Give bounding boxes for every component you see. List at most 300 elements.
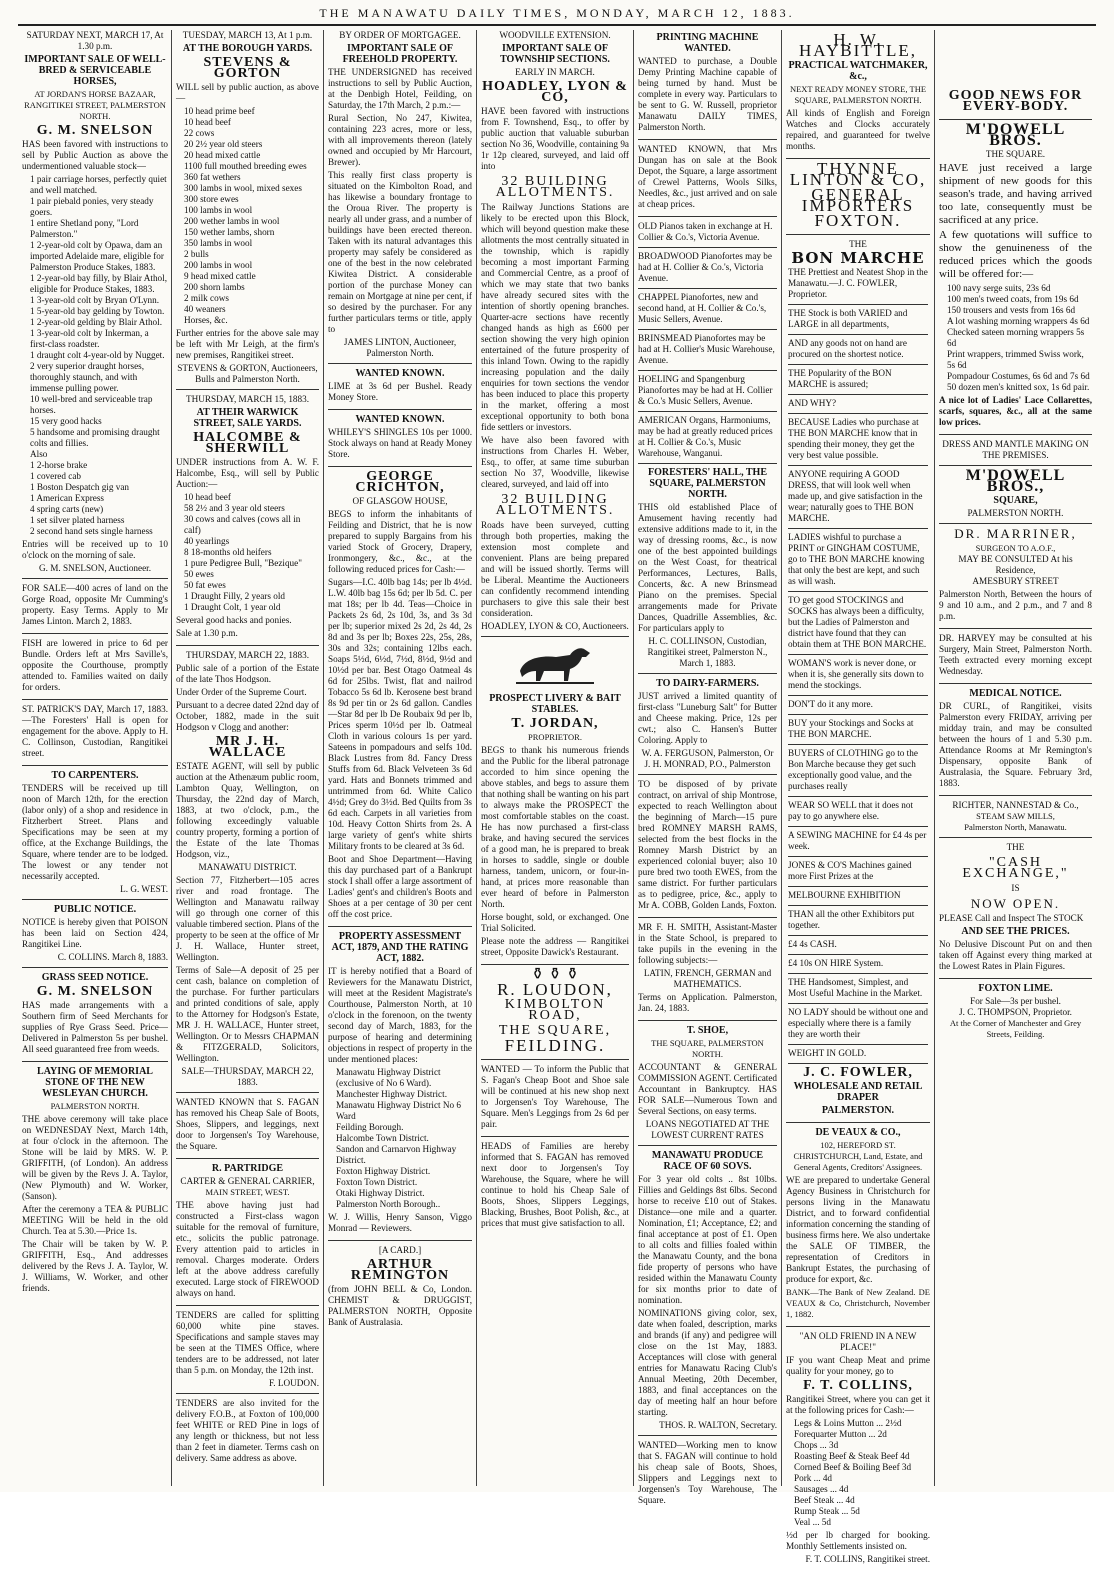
list-item: Roasting Beef & Steak Beef 4d bbox=[794, 1451, 910, 1461]
small-ad: HOELING and Spangenburg Pianofortes may be had at H. Collier & Co.'s Music Sellers, Avenue. bbox=[638, 374, 777, 412]
list-item: Sandon and Carnarvon Highway District. bbox=[336, 1144, 457, 1165]
ad-time: Sale at 1.30 p.m. bbox=[176, 628, 238, 638]
small-ad: OLD Pianos taken in exchange at H. Collier & Co.'s, Victoria Avenue. bbox=[638, 221, 777, 248]
small-ad: CHAPPEL Pianofortes, new and second hand, at H. Collier & Co.'s, Music Sellers, Avenue. bbox=[638, 292, 777, 330]
ad-name: G. M. SNELSON bbox=[36, 984, 154, 999]
list-item: 1 American Express bbox=[30, 493, 104, 503]
ad-addr: 102, HEREFORD ST. CHRISTCHURCH, Land, Estate, and General Agents, Creditors' Assignees. bbox=[793, 1140, 923, 1172]
list-item: 2 milk cows bbox=[184, 293, 229, 303]
lime-ad bbox=[328, 368, 472, 410]
mdowell-ad bbox=[939, 121, 1092, 435]
assessment-act-ad bbox=[328, 931, 472, 1241]
list-item: Veal ... 5d bbox=[794, 1517, 831, 1527]
list-item: A lot washing morning wrappers 4s 6d bbox=[947, 316, 1090, 326]
ad-body: BEGS to thank his numerous friends and the Public for the liberal patronage accorded to him since opening the above stables, and begs to assure them that nothing shall be wanting on his part to always make the PROSPECT the most comfortable stables on the coast. He has now purchased a first-class brake, and having secured the services of a good man, he is prepared to break in horses to saddle, single or double harness, tandem, unicorn, or four-in-hand, at prices more reasonable than ever heard of before in Palmerston North. bbox=[481, 745, 629, 909]
stock-list bbox=[176, 106, 319, 326]
ad-signature: L. G. WEST. bbox=[120, 884, 168, 894]
bon-marche-items bbox=[786, 267, 930, 1064]
ad-intro: Pursuant to a decree dated 22nd day of October, 1882, made in the suit Hodgson v Clogg and another: bbox=[176, 700, 319, 732]
list-item: Otaki Highway District. bbox=[336, 1188, 425, 1198]
ad-see: AND SEE THE PRICES. bbox=[961, 926, 1070, 937]
list-item: 30 cows and calves (cows all in calf) bbox=[184, 514, 301, 535]
chemist-name: ARTHUR REMINGTON bbox=[350, 1257, 450, 1283]
ad-body: For Sale—3s per bushel. bbox=[970, 996, 1061, 1006]
ad-signature: W. A. FERGUSON, Palmerston, Or J. H. MONRAD, P.O., Palmerston bbox=[641, 748, 774, 769]
livery-stables-ad bbox=[481, 641, 629, 965]
ad-loans: LOANS NEGOTIATED AT THE LOWEST CURRENT RATES bbox=[645, 1119, 770, 1140]
ad-more: ½d per lb charged for booking. Monthly Settlements insisted on. bbox=[786, 1530, 930, 1551]
agent-name: MR J. H. WALLACE bbox=[208, 734, 287, 760]
ad-title: MEDICAL NOTICE. bbox=[969, 688, 1062, 699]
ad-terms: Terms on Application. Palmerston, Jan. 24, 1883. bbox=[638, 992, 777, 1013]
ad-place: Palmerston North, Manawatu. bbox=[964, 822, 1067, 832]
ad-the: THE bbox=[1006, 842, 1025, 852]
list-item: 100 navy serge suits, 23s 6d bbox=[947, 283, 1051, 293]
ad-title: WANTED KNOWN. bbox=[355, 368, 445, 379]
ad-chair: The Chair will be taken by W. P. GRIFFITH, Esq., And addresses delivered by the Revs J. A. Taylor, W. J. Williams, W. Worker, and other friends. bbox=[22, 1239, 168, 1293]
ad-body: THE UNDERSIGNED has received instructions to sell by Public Auction, at the Denbigh Hotel, Feilding, on Saturday, the 17th March, 2 p.m.:— bbox=[328, 67, 472, 110]
list-item: 360 fat wethers bbox=[184, 172, 241, 182]
small-ad: TO get good STOCKINGS and SOCKS has always been a difficulty, but the Ladies of Palmerston and district have found that they can obtain them at THE BON MARCHE. bbox=[788, 595, 928, 655]
bon-marche-ad bbox=[786, 239, 930, 1123]
ad-body: LIME at 3s 6d per Bushel. Ready Money Store. bbox=[328, 381, 472, 402]
small-ad: LADIES wishful to purchase a PRINT or GINGHAM COSTUME, go to THE BON MARCHE knowing that only the best are kept, and such as will wash. bbox=[788, 532, 928, 592]
small-ad: THAN all the other Exhibitors put together. bbox=[788, 909, 928, 936]
list-item: 8 18-months old heifers bbox=[184, 547, 272, 557]
mortgagee-sale-ad bbox=[328, 30, 472, 364]
ad-body: For 3 year old colts .. 8st 10lbs. Fillies and Geldings 8st 6lbs. Second horse to receive £10 out of Stakes. Distance—one mile and a quarter. Nomination, £1; Acceptance, £2; and final acceptance at post of £1. Open to all colts and fillies foaled within the Manawatu County, and the bona fide property of persons who have resided within the Manawatu County for six months prior to date of nomination. bbox=[638, 1174, 777, 1305]
ad-place: AT THEIR WARWICK STREET, SALE YARDS. bbox=[193, 407, 302, 429]
fagan-working-men-ad bbox=[638, 1440, 777, 1512]
list-item: 1 5-year-old bay gelding by Towton. bbox=[30, 306, 165, 316]
ad-body: WE are prepared to undertake General Agency Business in Christchurch for persons living in the Manawatu District, and to forward confidential information concerning the standing of business firms here. We also undertake the SALE OF TIMBER, the representation of Creditors in Bankrupt Estates, the purchasing of produce for export, &c. bbox=[786, 1175, 930, 1284]
ad-sub: OF GLASGOW HOUSE, bbox=[352, 496, 448, 506]
column-6 bbox=[784, 30, 932, 1564]
ad-place: PALMERSTON NORTH. bbox=[967, 508, 1064, 518]
ad-title: FOXTON LIME. bbox=[978, 983, 1053, 994]
tuition-ad bbox=[638, 922, 777, 1021]
ad-title: WANTED KNOWN. bbox=[355, 414, 445, 425]
stock-list bbox=[22, 174, 168, 537]
small-ad: DON'T do it any more. bbox=[788, 699, 928, 715]
woodville-ad bbox=[481, 30, 629, 637]
ad-body: WANTED KNOWN that S. FAGAN has removed his Cheap Sale of Boots, Shoes, Slippers, and leggings, next door to Jorgensen's Toy Warehouse, the Square. bbox=[176, 1097, 319, 1151]
ad-body: PLEASE Call and Inspect The STOCK bbox=[939, 913, 1084, 923]
ad-title: PUBLIC NOTICE. bbox=[53, 904, 137, 915]
loudon-ad bbox=[481, 966, 629, 1060]
ad-title: PROPERTY ASSESSMENT ACT, 1879, AND THE RATING ACT, 1882. bbox=[331, 931, 469, 964]
ad-title: PROSPECT LIVERY & BAIT STABLES. bbox=[489, 693, 621, 715]
list-item: 20 head mixed cattle bbox=[184, 150, 261, 160]
small-ad: MELBOURNE EXHIBITION bbox=[788, 890, 928, 906]
printing-machine-ad bbox=[638, 32, 777, 140]
ad-intro: HAS been favored with instructions to sell by Public Auction as above the undermentioned valuable stock— bbox=[22, 139, 168, 171]
draper-place: PALMERSTON. bbox=[821, 1105, 895, 1116]
small-ad: WOMAN'S work is never done, or when it is, she generally sits down to mend the stockings. bbox=[788, 658, 928, 696]
ad-title: GOOD NEWS FOR EVERY-BODY. bbox=[948, 88, 1083, 114]
column-5 bbox=[636, 30, 779, 1505]
column-rule bbox=[171, 30, 172, 1486]
ad-bank: BANK—The Bank of New Zealand. DE VEAUX & Co, Christchurch, November 1, 1882. bbox=[786, 1287, 930, 1319]
ad-more: Several good hacks and ponies. bbox=[176, 615, 292, 625]
list-item: 2 very superior draught horses, thoroughly staunch, and with immense pulling power. bbox=[30, 361, 145, 393]
merchant-name: GEORGE CRICHTON, bbox=[355, 469, 445, 495]
ad-signature: STEVENS & GORTON, Auctioneers, Bulls and Palmerston North. bbox=[177, 363, 318, 384]
ad-signature: W. J. Willis, Henry Sanson, Viggo Monrad — Reviewers. bbox=[328, 1212, 472, 1233]
ad-title: IMPORTANT SALE OF TOWNSHIP SECTIONS. bbox=[500, 43, 610, 65]
ad-prop: PROPRIETOR. bbox=[528, 732, 582, 742]
small-ad: WEIGHT IN GOLD. bbox=[788, 1048, 928, 1064]
list-item: 200 wether lambs in wool bbox=[184, 216, 280, 226]
ad-desc-2: Roads have been surveyed, cutting through both properties, making the extension most complete and convenient. Plans are being prepared and will be issued shortly. Terms will be Liberal. Meantime the Auctioneers can confidently recommend intending purchasers to give this sale their best consideration. bbox=[481, 520, 629, 618]
ad-addr: At the Corner of Manchester and Grey Streets, Feilding. bbox=[949, 1018, 1082, 1039]
ad-desc: This really first class property is situated on the Kimbolton Road, and has likewise a boundary frontage to the Oroua River. The property is nearly all under grass, and a number of buildings have been erected thereon. Taken with its natural advantages this property may safely be considered as one of the best in the now celebrated Kiwitea District. A considerable portion of the purchase Money can remain on Mortgage at nine per cent, if so desired by the purchaser. For any further particulars terms or title, apply to bbox=[328, 170, 472, 334]
ad-addr: THE SQUARE, PALMERSTON NORTH. bbox=[651, 1038, 764, 1059]
small-ad: AND any goods not on hand are procured on the shortest notice. bbox=[788, 338, 928, 365]
st-patricks-ad bbox=[22, 704, 168, 766]
list-item: Pork ... 4d bbox=[794, 1473, 833, 1483]
pine-tender-ad bbox=[176, 1398, 319, 1470]
small-ad: A SEWING MACHINE for £4 4s per week. bbox=[788, 830, 928, 857]
ad-signature: C. COLLINS. March 8, 1883. bbox=[57, 952, 168, 962]
grass-seed-ad bbox=[22, 972, 168, 1062]
ad-place: PALMERSTON NORTH. bbox=[50, 1101, 140, 1111]
ad-body: WANTED — To inform the Public that S. Fagan's Cheap Boot and Shoe sale will be continued at his new shop next to Jorgensen's Toy Warehouse, The Square. Men's Leggings from 2s 6d per pair. bbox=[481, 1064, 629, 1129]
column-rule bbox=[476, 30, 477, 1486]
ad-body: DR CURL, of Rangitikei, visits Palmerston every FRIDAY, arriving per midday train, and may be consulted between the hours of 1 and 5.30 p.m. Attendance Rooms at Mr Remington's Dispensary, opposite Bank of Australasia, the Square. February 3rd, 1883. bbox=[939, 701, 1092, 788]
list-item: 1 Boston Despatch gig van bbox=[30, 482, 130, 492]
ad-sub: SURGEON TO A.O.F., bbox=[975, 543, 1056, 553]
list-item: Checked sateen morning wrappers 5s 6d bbox=[947, 327, 1085, 348]
marriner-ad bbox=[939, 528, 1092, 629]
small-ad: JONES & CO'S Machines gained more First Prizes at the bbox=[788, 860, 928, 887]
ad-head: [A CARD.] bbox=[378, 1245, 422, 1255]
ad-place: FOXTON. bbox=[814, 211, 902, 230]
top-rule bbox=[18, 24, 1096, 26]
ad-body: DR. HARVEY may be consulted at his Surgery, Main Street, Palmerston North. Teeth extracted every morning except Wednesday. bbox=[939, 633, 1092, 676]
ad-rural: Rural Section, No 247, Kiwitea, containing 223 acres, more or less, with all improvements thereon (lately owned and occupied by Mr Harcourt, Brewer). bbox=[328, 113, 472, 167]
ad-tea: After the ceremony a TEA & PUBLIC MEETING Will be held in the old Church. Tea at 5.30.—Price 1s. bbox=[22, 1204, 168, 1236]
warwick-street-ad bbox=[176, 394, 319, 646]
list-item: 150 trousers and vests from 16s 6d bbox=[947, 305, 1076, 315]
list-item: 1 3-year-old colt by Bryan O'Lynn. bbox=[30, 295, 160, 305]
ad-date: SATURDAY NEXT, MARCH 17, At 1.30 p.m. bbox=[26, 30, 164, 51]
list-item: Forequarter Mutton ... 2d bbox=[794, 1429, 887, 1439]
ad-name: R. PARTRIDGE bbox=[211, 1163, 284, 1174]
ad-addr: Please note the address — Rangitikei street, Opposite Dawick's Restaurant. bbox=[481, 936, 629, 957]
importer-name: THYNNE LINTON & CO, bbox=[789, 159, 927, 189]
ad-body: HAS made arrangements with a Southern firm of Seed Merchants for supplies of Rye Grass Seed. Price—Delivered in Palmerston 5s per bushel. All seed guaranteed free from weeds. bbox=[22, 1000, 168, 1054]
thynne-linton-ad bbox=[786, 159, 930, 235]
ad-signature: F. LOUDON. bbox=[268, 1378, 319, 1388]
ad-body: FISH are lowered in price to 6d per Bundle. Orders left at Mrs Saville's, opposite the Courthouse, promptly attended to. Families waited on daily for orders. bbox=[22, 638, 168, 692]
list-item: 9 head mixed cattle bbox=[184, 271, 256, 281]
ad-title: FORESTERS' HALL, THE SQUARE, PALMERSTON NORTH. bbox=[647, 467, 768, 500]
list-item: 58 2½ and 3 year old steers bbox=[184, 503, 285, 513]
foresters-hall-ad bbox=[638, 467, 777, 674]
column-rule bbox=[781, 30, 782, 1486]
ad-body: HEADS of Families are hereby informed that S. FAGAN has removed next door to Jorgensen's Toy Warehouse, the Square, where he will continue to hold his Cheap Sale of Boots, Shoes, Slippers Leggings, Blacking, Brushes, Boot Polish, &c., at prices that must give satisfaction to all. bbox=[481, 1141, 629, 1228]
ad-title: IMPORTANT SALE OF WELL-BRED & SERVICEABLE HORSES, bbox=[24, 54, 166, 87]
places-list bbox=[328, 1067, 472, 1210]
ad-title: TO CARPENTERS. bbox=[51, 770, 139, 781]
ad-addr-3: FEILDING. bbox=[504, 1036, 606, 1055]
ad-body: TENDERS will be received up till noon of March 12th, for the erection (labor only) of a shop and residence in Fitzherbert Street. Plans and Specifications may be seen at my office, at the Exchange Buildings, the Square, where tender are to be lodged. The lowest or any tender not necessarily accepted. bbox=[22, 783, 168, 881]
ad-addr-2: THE SQUARE, bbox=[498, 1023, 612, 1038]
list-item: Corned Beef & Boiling Beef 3d bbox=[794, 1462, 912, 1472]
ad-prices: Sugars—I.C. 40lb bag 14s; per lb 4½d. L.W. 40lb bag 15s 6d; per lb 5d. C. per mat 18s; per lb 4d. Teas—Choice in Packets 2s 6d, 2s 10d, 3s, and 3s 3d per lb; superior mixed 2s 2d, 2s 4d, 2s 8d and 3s per lb; Boxes 22s, 25s, 28s, 30s and 32s; containing 12lbs each. Soaps 5½d, 6½d, 7½d, 8½d, 9½d and 10½d per bar. Best Otago Oatmeal 4s 6d for 25lbs. Twist, flat and nailrod Tobacco 5s 6d lb. Kerosene best brand 8s 9d per tin or 2s 6d gallon. Candles—Star 8d per lb De Roubaix 9d per lb, Prices sperm 10½d per lb. Oatmeal Cloth in various colours 1s per yard. Sateens in pompadours and selfs 10d. Black Lustres from 8d. Fancy Dress Stuffs from 6d. Black Velveteen 3s 6d yard. Hats and Bonnets trimmed and untrimmed from 6d. White Calico 4½d; Grey do 3½d. Bed Quilts from 3s 6d each. Carpets in all varieties from 10d. Heavy Cotton Shirts from 2s. A large variety of gent's white shirts Military fronts to be cleared at 3s 6d. bbox=[328, 577, 472, 851]
ad-title: LAYING OF MEMORIAL STONE OF THE NEW WESLEYAN CHURCH. bbox=[37, 1066, 153, 1099]
doctor-name: DR. MARRINER, bbox=[954, 526, 1077, 541]
ad-body: THIS old established Place of Amusement having recently had extensive additions made to it, in the way of dressing rooms, &c., is now one of the best appointed buildings on the West Coast, for theatrical Performances, Lectures, Balls, Concerts, &c. A new Brinsmead Piano on the premises. Special arrangements made for Private Dances, Quadrille Assemblies, &c. For particulars apply to bbox=[638, 502, 777, 633]
column-rule bbox=[934, 30, 935, 1486]
list-item: 5 handsome and promising draught colts and fillies. bbox=[30, 427, 160, 448]
list-item: Manawatu Highway District No 6 Ward bbox=[336, 1100, 462, 1121]
list-item: 1 Draught Filly, 2 years old bbox=[184, 591, 285, 601]
ad-further: Further entries for the above sale may be left with Mr Leigh, at the firm's new premises, Rangitikei street. bbox=[176, 328, 319, 360]
ad-open: NOW OPEN. bbox=[970, 896, 1061, 911]
ad-district: MANAWATU DISTRICT. bbox=[198, 862, 297, 872]
small-ad: BUYERS of CLOTHING go to the Bon Marche because they get such exceptionally good value, and the purchases really bbox=[788, 748, 928, 797]
ad-body: All kinds of English and Foreign Watches and Clocks accurately repaired, and guaranteed for twelve months. bbox=[786, 108, 930, 151]
small-ad: THE Prettiest and Neatest Shop in the Manawatu.—J. C. FOWLER, Proprietor. bbox=[788, 267, 928, 305]
list-item: 1 set silver plated harness bbox=[30, 515, 125, 525]
ad-addr: Rangitikei Street, where you can get it at the following prices for Cash:— bbox=[786, 1394, 930, 1415]
ad-more: No Delusive Discount Put on and then taken off Against every thing marked at the Lowest Rates in Plain Figures. bbox=[939, 939, 1092, 971]
borough-yards-ad bbox=[176, 30, 319, 390]
list-item: 1 2-year-old gelding by Blair Athol. bbox=[30, 317, 162, 327]
ad-addr: NEXT READY MONEY STORE, THE SQUARE, PALMERSTON NORTH. bbox=[789, 84, 927, 105]
column-7 bbox=[937, 30, 1094, 1486]
list-item: 1 Draught Colt, 1 year old bbox=[184, 602, 281, 612]
list-item: Foxton Town District. bbox=[336, 1177, 418, 1187]
watchmaker-name: H. W. HAYBITTLE, bbox=[798, 30, 918, 60]
list-item: 4 spring carts (new) bbox=[30, 504, 104, 514]
auctioneer-name: G. M. SNELSON bbox=[36, 123, 154, 138]
list-item: 10 head beef bbox=[184, 492, 231, 502]
medical-notice-ad bbox=[939, 688, 1092, 796]
ad-subjects: LATIN, FRENCH, GERMAN and MATHEMATICS. bbox=[643, 968, 772, 989]
ad-body: THE above ceremony will take place on WEDNESDAY Next, March 14th, at four o'clock in the afternoon. The Stone will be laid by MRS. W. P. GRIFFITH, (of London). An address will be given by the Revs J. A. Taylor, (New Plymouth) and W. Worker, (Sanson). bbox=[22, 1114, 168, 1201]
ad-date: THURSDAY, MARCH 22, 1883. bbox=[185, 650, 310, 660]
list-item: Horses, &c. bbox=[184, 315, 228, 325]
small-ad: AMERICAN Organs, Harmoniums, may be had at greatly reduced prices at H. Collier & Co.'s, Music Warehouse, Wanganui. bbox=[638, 415, 777, 464]
list-item: 300 lambs in wool, mixed sexes bbox=[184, 183, 302, 193]
list-item: Print wrappers, trimmed Swiss work, 5s 6d bbox=[947, 349, 1084, 370]
agent-name: DE VEAUX & CO., bbox=[815, 1127, 901, 1138]
horse-sale-ad bbox=[22, 30, 168, 579]
de-veaux-ad bbox=[786, 1127, 930, 1327]
list-item: 10 head beef bbox=[184, 117, 231, 127]
ad-nominations: NOMINATIONS giving color, sex, date when foaled, description, marks and brands (if any) and pedigree will close on the 1st May, 1883. Acceptances will close with general entries for Manawatu Racing Club's Annual Meeting, 20th December, 1883, and final acceptances on the day of meeting half an hour before starting. bbox=[638, 1308, 777, 1417]
list-item: Palmerston North Borough.. bbox=[336, 1199, 441, 1209]
list-item: 50 dozen men's knitted sox, 1s 6d pair. bbox=[947, 382, 1090, 392]
ad-signature: F. T. COLLINS, Rangitikei street. bbox=[805, 1554, 930, 1564]
ad-signature: H. C. COLLINSON, Custodian, Rangitikei street, Palmerston N., March 1, 1883. bbox=[647, 636, 768, 668]
ad-body: NOTICE is hereby given that POISON has been laid on Section 424, Rangitikei Line. bbox=[22, 917, 168, 949]
list-item: 1 2-horse brake bbox=[30, 460, 88, 470]
ad-title: GENERAL IMPORTERS bbox=[801, 185, 915, 215]
fagan-wanted-ad bbox=[481, 1064, 629, 1137]
shoe-accountant-ad bbox=[638, 1025, 777, 1146]
list-item: 40 yearlings bbox=[184, 536, 230, 546]
small-ad: BRINSMEAD Pianofortes may be had at H. Collier's Music Warehouse, Avenue. bbox=[638, 333, 777, 371]
ad-body: MR F. H. SMITH, Assistant-Master in the State School, is prepared to take pupils in the evening in the following subjects:— bbox=[638, 922, 777, 965]
auctioneer-name: STEVENS & GORTON bbox=[203, 55, 292, 81]
ad-desc: The Railway Junctions Stations are likely to be erected upon this Block, which will beyond question make these allotments the most centrally situated in the township, which is rapidly becoming a most important Farming and Commercial Centre, as a proof of which we may state that two banks have already secured sites with the intention of shortly opening branches. Quarter-acre sections have recently changed hands as high as £600 per section showing the very high opinion entertained of the future prosperity of this inland Town. Owing to the rapidly increasing population and the daily enquiries for town sections the vendor has been induced to place this property in the market, offering a most exceptional opportunity to both bona fide settlers or investors. bbox=[481, 202, 629, 432]
price-list bbox=[939, 283, 1092, 393]
good-news-ad bbox=[939, 90, 1092, 120]
ad-body: WANTED—Working men to know that S. FAGAN will continue to hold his cheap sale of Boots, Shoes, Slippers and Leggings next to Jorgensen's Toy Warehouse, The Square. bbox=[638, 1440, 777, 1505]
list-item: 22 cows bbox=[184, 128, 215, 138]
column-2 bbox=[174, 30, 321, 1486]
ad-signature: G. M. SNELSON, Auctioneer. bbox=[38, 563, 152, 573]
ad-body: WHILEY'S SHINGLES 10s per 1000. Stock always on hand at Ready Money Store. bbox=[328, 427, 472, 459]
small-ad: NO LADY should be without one and especially where there is a family they are worth their bbox=[788, 1007, 928, 1045]
small-ad: £4 4s CASH. bbox=[788, 939, 928, 955]
list-item: Rump Steak ... 5d bbox=[794, 1506, 860, 1516]
stock-list bbox=[176, 492, 319, 613]
list-item: 2 bulls bbox=[184, 249, 209, 259]
ad-date: TUESDAY, MARCH 13, At 1 p.m. bbox=[182, 30, 313, 40]
ad-body: DRESS AND MANTLE MAKING ON THE PREMISES. bbox=[942, 439, 1089, 460]
rams-ad bbox=[638, 779, 777, 918]
list-item: Legs & Loins Mutton ... 2½d bbox=[794, 1418, 902, 1428]
ad-sale: SALE—THURSDAY, MARCH 22, 1883. bbox=[181, 1066, 314, 1087]
ad-body: JUST arrived a limited quantity of first-class "Luneburg Salt" for Butter and Cheese making. Price, 12s per cwt.; also C. Hansen's Butter Coloring. Apply to bbox=[638, 691, 777, 745]
ad-body: IF you want Cheap Meat and prime quality for your money, go to bbox=[786, 1355, 930, 1376]
carpenters-ad bbox=[22, 770, 168, 900]
list-item: 1 2-year-old bay filly, by Blair Athol, eligible for Produce Stakes, 1883. bbox=[30, 273, 168, 294]
list-item: Foxton Highway District. bbox=[336, 1166, 431, 1176]
ad-place: AT THE BOROUGH YARDS. bbox=[182, 43, 313, 54]
saw-mills-ad bbox=[939, 800, 1092, 838]
small-ad: THE Popularity of the BON MARCHE is assured; bbox=[788, 368, 928, 395]
ad-body: HAVE just received a large shipment of new goods for this season's trade, and having arrived too late, consequently must be sacrificed at any price. bbox=[939, 162, 1092, 226]
ad-addr: MAIN STREET, WEST. bbox=[205, 1187, 290, 1197]
list-item: 10 well-bred and serviceable trap horses. bbox=[30, 394, 153, 415]
ad-title: MANAWATU PRODUCE RACE OF 60 SOVS. bbox=[651, 1150, 764, 1172]
remington-card bbox=[328, 1245, 472, 1334]
ad-head: WOODVILLE EXTENSION. bbox=[499, 30, 611, 40]
list-item: 100 men's tweed coats, from 19s 6d bbox=[947, 294, 1079, 304]
ad-body: THE above having just had constructed a First-class wagon suitable for the removal of furniture, etc., solicits the public patronage. Every attention paid to articles in removal. Charges moderate. Orders left at the above address carefully executed. Large stock of FIREWOOD always on hand. bbox=[176, 1200, 319, 1298]
list-item: 1 pair piebald ponies, very steady goers. bbox=[30, 196, 154, 217]
ad-sq: SQUARE, bbox=[993, 495, 1038, 506]
small-ad: THE Handsomest, Simplest, and Most Useful Machine in the Market. bbox=[788, 977, 928, 1004]
list-item: 1 draught colt 4-year-old by Nugget. bbox=[30, 350, 165, 360]
list-item: 100 lambs in wool bbox=[184, 205, 253, 215]
ad-title: CARTER & GENERAL CARRIER, bbox=[180, 1176, 315, 1186]
hodgson-estate-ad bbox=[176, 650, 319, 1093]
list-item: 350 lambs in wool bbox=[184, 238, 253, 248]
ad-name: T. SHOE, bbox=[686, 1025, 729, 1036]
column-3 bbox=[326, 30, 474, 1486]
ad-title: IMPORTANT SALE OF FREEHOLD PROPERTY. bbox=[342, 43, 458, 65]
ad-body: IT is hereby notified that a Board of Reviewers for the Manawatu District, will meet at the Resident Magistrate's Courthouse, Palmerston North, at 10 o'clock in the forenoon, on the twenty second day of March, 1883, for the purpose of hearing and determining objections in respect of property in the under mentioned places: bbox=[328, 966, 472, 1064]
ad-body: ESTATE AGENT, will sell by public auction at the Athenæum public room, Lambton Quay, Wellington, on Thursday, the 22nd day of March, 1883, at two o'clock, p.m., the following exceedingly valuable country property, forming a portion of the Estate of the late Thomas Hodgson, viz., bbox=[176, 761, 319, 859]
ad-the: THE bbox=[849, 239, 867, 249]
list-item: Manchester Highway District. bbox=[336, 1089, 447, 1099]
public-notice-ad bbox=[22, 904, 168, 968]
mdowell-square-ad bbox=[939, 467, 1092, 524]
ad-body: FOR SALE—400 acres of land on the Gorge Road, opposite Mr Cumming's property. Easy Terms. Apply to Mr James Linton. March 2, 1883. bbox=[22, 583, 168, 626]
fagan-ad bbox=[176, 1097, 319, 1159]
ad-signature: JAMES LINTON, Auctioneer, Palmerston North. bbox=[343, 337, 457, 358]
list-item: Sausages ... 4d bbox=[794, 1484, 849, 1494]
dungan-ad bbox=[638, 144, 777, 217]
list-item: Feilding Borough. bbox=[336, 1122, 404, 1132]
ad-terms: Terms of Sale—A deposit of 25 per cent cash, balance on completion of the purchase. For further particulars and printed conditions of sale, apply to the Attorney for Hodgson's Estate, MR J. H. WALLACE, Hunter street, Wellington. Or to Messrs CHAPMAN & FITZGERALD, Solicitors, Wellington. bbox=[176, 965, 319, 1063]
list-item: 1 pure Pedigree Bull, "Bezique" bbox=[184, 558, 302, 568]
list-item: 20 2½ year old steers bbox=[184, 139, 263, 149]
list-item: Beef Steak ... 4d bbox=[794, 1495, 855, 1505]
land-for-sale-ad bbox=[22, 583, 168, 634]
ad-nice: A nice lot of Ladies' Lace Collarettes, scarfs, squares, &c., all at the same low prices. bbox=[939, 395, 1092, 427]
dress-making-ad bbox=[939, 439, 1092, 466]
butcher-name: F. T. COLLINS, bbox=[803, 1378, 913, 1393]
merchant-name: M'DOWELL BROS. bbox=[965, 121, 1066, 149]
mill-name: RICHTER, NANNESTAD & Co., bbox=[952, 800, 1079, 810]
ad-date: THURSDAY, MARCH 15, 1883. bbox=[185, 394, 310, 404]
ad-sub: Public sale of a portion of the Estate of the late Thos Hodgson. bbox=[176, 663, 319, 684]
draper-title: WHOLESALE AND RETAIL DRAPER bbox=[793, 1081, 923, 1103]
list-item: Chops ... 3d bbox=[794, 1440, 839, 1450]
ad-is: IS bbox=[1011, 883, 1020, 893]
ad-boot: Boot and Shoe Department—Having this day purchased part of a Bankrupt stock I shall offer a large assortment of Ladies' gent's and children's Boots and Shoes at a per centage of 30 per cent off the cost price. bbox=[328, 854, 472, 919]
piano-ads bbox=[636, 221, 779, 464]
ad-body: ACCOUNTANT & GENERAL COMMISSION AGENT. Certificated Accountant in Bankruptcy. HAS FOR SALE—Numerous Town and Several Sections, on easy terms. bbox=[638, 1062, 777, 1116]
ad-place: THE SQUARE. bbox=[985, 149, 1046, 159]
list-item: 1100 full mouthed breeding ewes bbox=[184, 161, 307, 171]
small-ad: AND WHY? bbox=[788, 398, 928, 414]
fagan-families-ad bbox=[481, 1141, 629, 1235]
staves-tender-ad bbox=[176, 1310, 319, 1394]
ad-entries: Entries will be received up to 10 o'clock on the morning of sale. bbox=[22, 539, 168, 560]
auctioneer-name: HALCOMBE & SHERWILL bbox=[193, 430, 302, 456]
cash-exchange-ad bbox=[939, 842, 1092, 979]
shingles-ad bbox=[328, 414, 472, 467]
column-1 bbox=[20, 30, 170, 1486]
ad-name: J. C. THOMPSON, Proprietor. bbox=[959, 1007, 1072, 1017]
ad-title: TO DAIRY-FARMERS. bbox=[656, 678, 759, 689]
ad-sub: STEAM SAW MILLS, bbox=[976, 811, 1055, 821]
column-4 bbox=[479, 30, 631, 1486]
small-ad: ANYONE requiring A GOOD DRESS, that will look well when made up, and give satisfaction in the wear; naturally goes to THE BON MARCHE. bbox=[788, 469, 928, 529]
haybittle-ad bbox=[786, 30, 930, 159]
masthead: THE MANAWATU DAILY TIMES, MONDAY, MARCH 12, 1883. bbox=[319, 6, 795, 20]
shop-name: BON MARCHE bbox=[791, 249, 925, 267]
small-ad: BUY your Stockings and Socks at THE BON MARCHE. bbox=[788, 718, 928, 745]
list-item: 150 wether lambs, shorn bbox=[184, 227, 275, 237]
proprietor-name: T. JORDAN, bbox=[511, 716, 599, 731]
list-item: 50 fat ewes bbox=[184, 580, 226, 590]
price-list bbox=[786, 1418, 930, 1528]
ad-order: Under Order of the Supreme Court. bbox=[176, 687, 307, 697]
list-item: Halcombe Town District. bbox=[336, 1133, 429, 1143]
list-item: 15 very good hacks bbox=[30, 416, 102, 426]
ad-signature: HOADLEY, LYON & CO, Auctioneers. bbox=[481, 621, 629, 631]
list-item: 1 pair carriage horses, perfectly quiet and well matched. bbox=[30, 174, 167, 195]
ad-body: TENDERS are called for splitting 60,000 white pine staves. Specifications and sample staves may be seen at the TIMES Office, where tenders are to be addressed, not later than 5 p.m. on Monday, the 12th inst. bbox=[176, 1310, 319, 1375]
ad-addr-1: KIMBOLTON ROAD, bbox=[504, 997, 606, 1023]
pawnbroker-balls-icon: ⚱ ⚱ ⚱ bbox=[530, 966, 580, 983]
ad-title: PRACTICAL WATCHMAKER, &c., bbox=[788, 60, 928, 82]
ad-more: Horse bought, sold, or exchanged. One Trial Solicited. bbox=[481, 912, 629, 933]
draper-name: J. C. FOWLER, bbox=[803, 1065, 913, 1080]
ad-body: TENDERS are also invited for the delivery F.O.B., at Foxton of 100,000 feet WHITE or RED Pine in logs of any length or thickness, but not less than 2 feet in diameter. Terms cash on delivery. Same address as above. bbox=[176, 1398, 319, 1463]
list-item: 1 3-year-old colt by Inkerman, a first-class roadster. bbox=[30, 328, 149, 349]
